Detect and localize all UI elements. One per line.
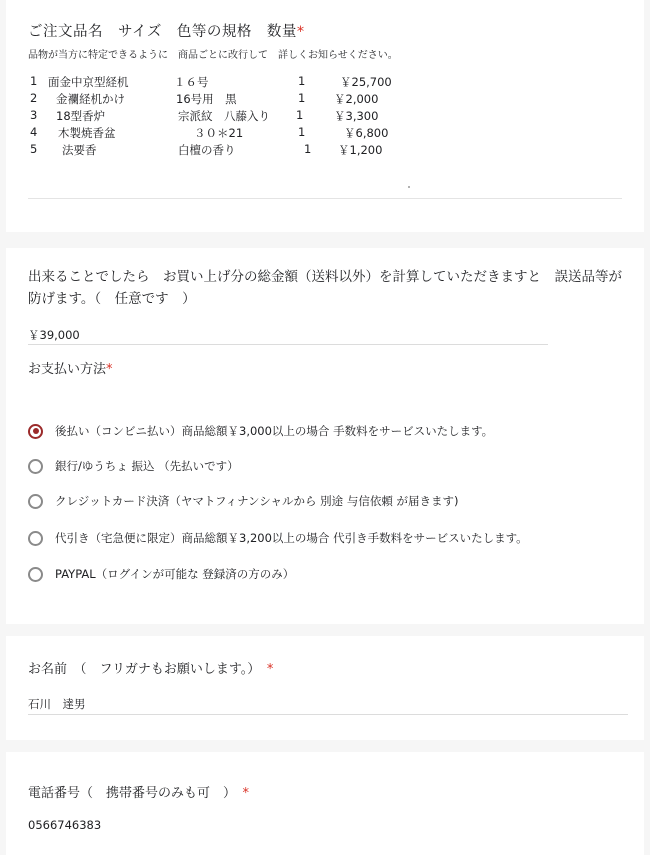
- item-qty: 1: [304, 142, 312, 156]
- item-size: 16号用 黒: [176, 92, 237, 106]
- required-mark: *: [296, 24, 305, 40]
- item-number: 2: [30, 91, 38, 105]
- item-number: 1: [30, 74, 38, 88]
- payment-method-label: [28, 358, 113, 377]
- total-and-payment-card: [6, 248, 644, 624]
- item-qty: 1: [296, 108, 304, 122]
- payment-option-credit-card[interactable]: [28, 491, 458, 511]
- payment-option-label: PAYPAL（ログインが可能な 登録済の方のみ）: [55, 567, 295, 581]
- payment-option-label: 銀行/ゆうちょ 振込 （先払いです）: [55, 459, 239, 473]
- payment-option-label: クレジットカード決済（ヤマトフィナンシャルから 別途 与信依頼 が届きます): [55, 494, 459, 508]
- radio-unchecked-icon[interactable]: [28, 494, 43, 509]
- scan-speck: [408, 186, 410, 188]
- item-name: 面金中京型経机: [48, 75, 129, 89]
- name-input-underline: [28, 714, 628, 715]
- item-number: 3: [30, 108, 38, 122]
- total-question-label: 出来ることでしたら お買い上げ分の総金額（送料以外）を計算していただきますと 誤送品等が防げます。（ 任意です ）: [28, 269, 622, 307]
- payment-option-paypal[interactable]: [28, 564, 294, 584]
- payment-option-convenience[interactable]: [28, 421, 493, 441]
- required-mark: *: [242, 786, 250, 801]
- item-price: ￥2,000: [334, 92, 379, 106]
- radio-checked-icon[interactable]: [28, 424, 43, 439]
- required-mark: *: [106, 362, 113, 377]
- name-question-text: お名前 （ フリガナもお願いします。）: [28, 662, 254, 677]
- payment-option-bank-transfer[interactable]: [28, 456, 239, 476]
- item-size: 宗派紋 八藤入り: [178, 109, 270, 123]
- payment-option-label: 代引き（宅急便に限定）商品総額￥3,200以上の場合 代引き手数料をサービスいたします。: [55, 531, 528, 545]
- item-name: 金襴経机かけ: [56, 92, 125, 106]
- answer-underline: [28, 198, 622, 199]
- item-name: 法要香: [62, 143, 97, 157]
- payment-option-cod[interactable]: [28, 528, 528, 548]
- order-question-text: ご注文品名 サイズ 色等の規格 数量: [28, 24, 297, 40]
- required-mark: *: [266, 662, 274, 677]
- item-size: １６号: [174, 75, 209, 89]
- item-name: 木製焼香盆: [58, 126, 116, 140]
- payment-option-label: 後払い（コンビニ払い）商品総額￥3,000以上の場合 手数料をサービスいたします。: [55, 424, 494, 438]
- total-amount-input[interactable]: ￥39,000: [28, 328, 80, 342]
- item-price: ￥6,800: [344, 126, 389, 140]
- phone-question-label: [28, 782, 249, 801]
- item-size: ３０＊21: [194, 126, 244, 140]
- item-qty: 1: [298, 125, 306, 139]
- phone-card: [6, 752, 644, 855]
- order-question-label: [28, 20, 305, 41]
- item-price: ￥1,200: [338, 143, 383, 157]
- order-question-description: 品物が当方に特定できるように 商品ごとに改行して 詳しくお知らせください。: [28, 50, 398, 61]
- item-number: 5: [30, 142, 38, 156]
- order-items-card: [6, 0, 644, 232]
- item-qty: 1: [298, 74, 306, 88]
- phone-question-text: 電話番号（ 携帯番号のみも可 ）: [28, 786, 230, 801]
- name-input[interactable]: 石川 達男: [28, 697, 86, 711]
- radio-unchecked-icon[interactable]: [28, 531, 43, 546]
- item-qty: 1: [298, 91, 306, 105]
- total-input-underline: [28, 344, 548, 345]
- name-card: [6, 636, 644, 740]
- payment-method-text: お支払い方法: [28, 362, 107, 377]
- item-name: 18型香炉: [56, 109, 106, 123]
- radio-unchecked-icon[interactable]: [28, 567, 43, 582]
- phone-input[interactable]: 0566746383: [28, 818, 102, 832]
- item-price: ￥3,300: [334, 109, 379, 123]
- name-question-label: [28, 658, 273, 677]
- radio-unchecked-icon[interactable]: [28, 459, 43, 474]
- item-number: 4: [30, 125, 38, 139]
- item-size: 白檀の香り: [178, 143, 236, 157]
- item-price: ￥25,700: [340, 75, 392, 89]
